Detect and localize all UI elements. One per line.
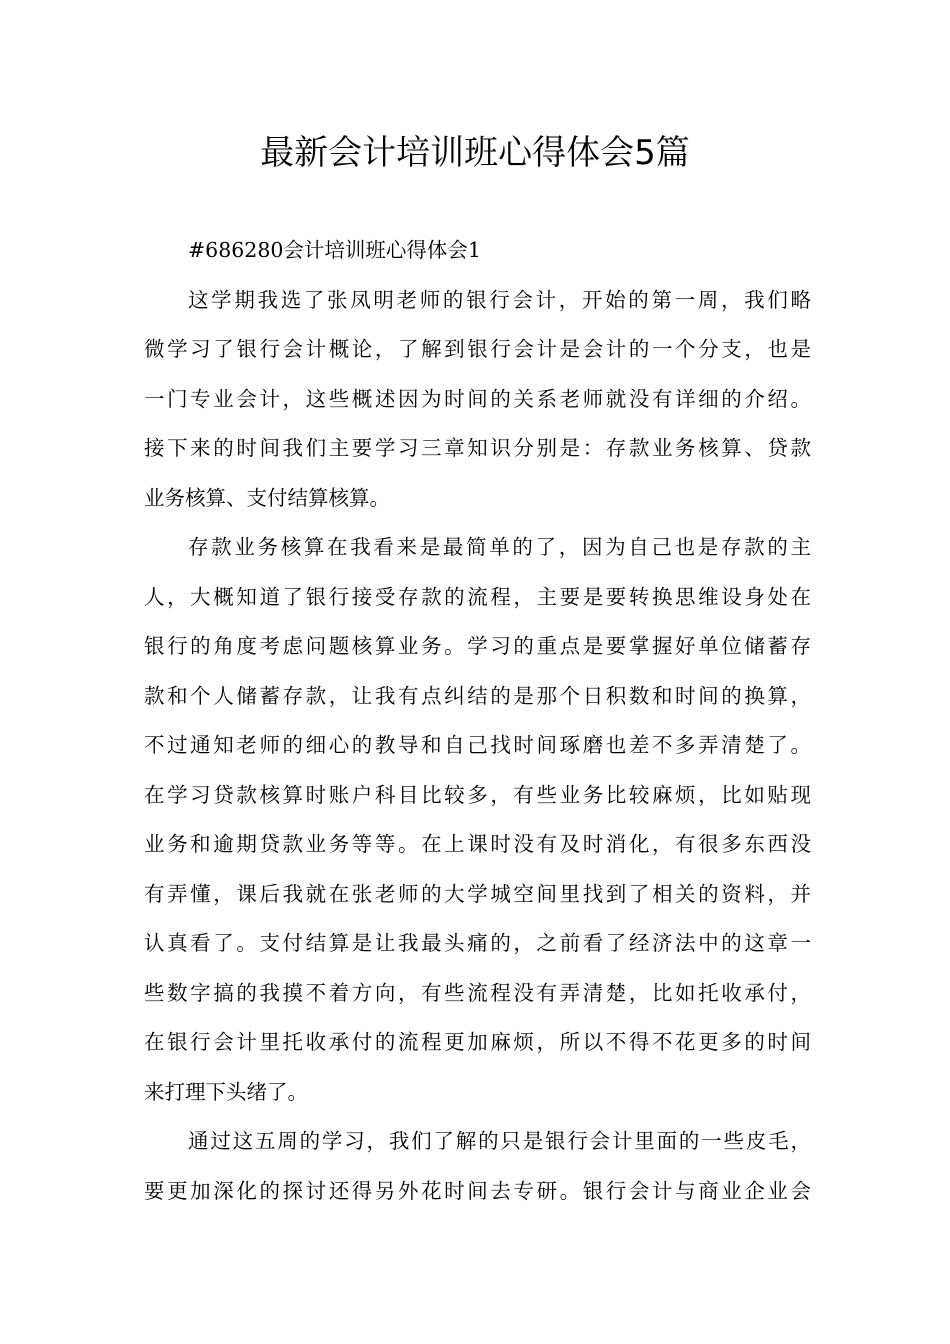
paragraph-line: 存款业务核算在我看来是最简单的了，因为自己也是存款的主 xyxy=(188,535,811,559)
paragraph-2 xyxy=(144,523,811,1117)
section-heading: #686280会计培训班心得体会1 xyxy=(188,238,481,262)
paragraph-line: 通过这五周的学习，我们了解的只是银行会计里面的一些皮毛， xyxy=(188,1129,811,1153)
paragraph-line: 接下来的时间我们主要学习三章知识分别是：存款业务核算、贷款 xyxy=(144,436,811,460)
paragraph-3 xyxy=(144,1117,811,1216)
paragraph-line: 要更加深化的探讨还得另外花时间去专研。银行会计与商业企业会 xyxy=(144,1178,811,1203)
paragraph-1 xyxy=(144,276,811,524)
paragraph-line: 认真看了。支付结算是让我最头痛的，之前看了经济法中的这章一 xyxy=(144,931,811,955)
paragraph-line: 不过通知老师的细心的教导和自己找时间琢磨也差不多弄清楚了。 xyxy=(144,733,811,757)
paragraph-line: 银行的角度考虑问题核算业务。学习的重点是要掌握好单位储蓄存 xyxy=(144,634,811,658)
paragraph-line: 在学习贷款核算时账户科目比较多，有些业务比较麻烦，比如贴现 xyxy=(144,782,811,807)
paragraph-line: 来打理下头绪了。 xyxy=(144,1079,308,1104)
paragraph-line: 人，大概知道了银行接受存款的流程，主要是要转换思维设身处在 xyxy=(144,584,811,609)
paragraph-line: 一门专业会计，这些概述因为时间的关系老师就没有详细的介绍。 xyxy=(144,386,811,411)
paragraph-line: 款和个人储蓄存款，让我有点纠结的是那个日积数和时间的换算， xyxy=(144,683,811,708)
paragraph-line: 这学期我选了张凤明老师的银行会计，开始的第一周，我们略 xyxy=(188,287,811,312)
document-body xyxy=(144,226,811,1216)
document-title: 最新会计培训班心得体会5篇 xyxy=(260,133,690,173)
paragraph-line: 业务核算、支付结算核算。 xyxy=(144,485,390,510)
paragraph-line: 业务和逾期贷款业务等等。在上课时没有及时消化，有很多东西没 xyxy=(144,832,811,856)
paragraph-line: 在银行会计里托收承付的流程更加麻烦，所以不得不花更多的时间 xyxy=(144,1030,811,1054)
paragraph-line: 微学习了银行会计概论，了解到银行会计是会计的一个分支，也是 xyxy=(144,337,811,361)
paragraph-line: 些数字搞的我摸不着方向，有些流程没有弄清楚，比如托收承付， xyxy=(144,980,811,1005)
paragraph-line: 有弄懂，课后我就在张老师的大学城空间里找到了相关的资料，并 xyxy=(144,881,811,906)
